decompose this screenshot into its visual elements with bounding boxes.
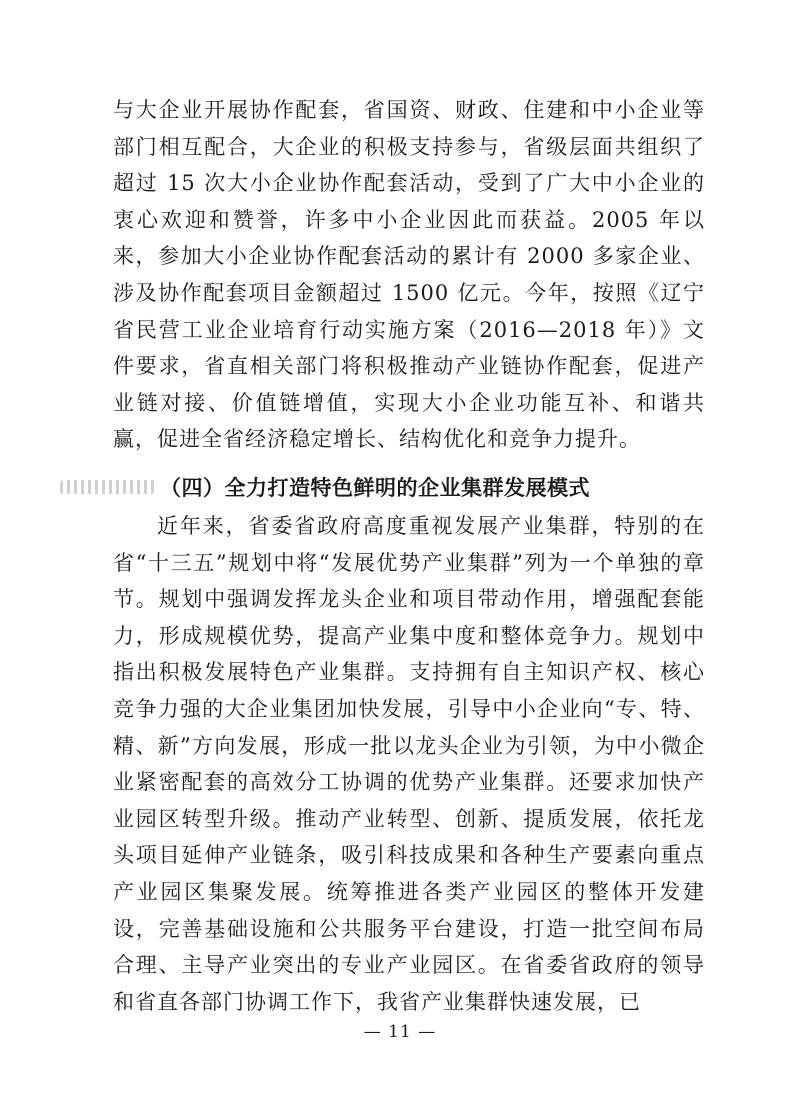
body-paragraph-2: 近年来，省委省政府高度重视发展产业集群，特别的在省“十三五”规划中将“发展优势产业集群”列为一个单独的章节。规划中强调发挥龙头企业和项目带动作用，增强配套能力，形成规模优势，提高产业集中度和整体竞争力。规划中指出积极发展特色产业集群。支持拥有自主知识产权、核心竞争力强的大企业集团加快发展，引导中小企业向“专、特、精、新”方向发展，形成一批以龙头企业为引领，为中小微企业紧密配套的高效分工协调的优势产业集群。还要求加快产业园区转型升级。推动产业转型、创新、提质发展，依托龙头项目延伸产业链条，吸引科技成果和各种生产要素向重点产业园区集聚发展。统筹推进各类产业园区的整体开发建设，完善基础设施和公共服务平台建设，打造一批空间布局合理、主导产业突出的专业产业园区。在省委省政府的领导和省直各部门协调工作下，我省产业集群快速发展，已 [113,514,705,1014]
page-number: — 11 — [363,1022,437,1042]
section-heading: （四）全力打造特色鲜明的企业集群发展模式 [160,476,590,500]
body-paragraph-1: 与大企业开展协作配套，省国资、财政、住建和中小企业等部门相互配合，大企业的积极支持参与，省级层面共组织了超过 15 次大小企业协作配套活动，受到了广大中小企业的衷心欢迎和赞誉，许多中小企业因此而获益。2005 年以来，参加大小企业协作配套活动的累计有 2000 多家企业、涉及协作配套项目金额超过 1500 亿元。今年，按照《辽宁省民营工业企业培育行动实施方案（2016—2018 年）》文件要求，省直相关部门将积极推动产业链协作配套，促进产业链对接、价值链增值，实现大小企业功能互补、和谐共赢，促进全省经济稳定增长、结构优化和竞争力提升。 [113,98,705,452]
scan-artifact [60,480,155,494]
